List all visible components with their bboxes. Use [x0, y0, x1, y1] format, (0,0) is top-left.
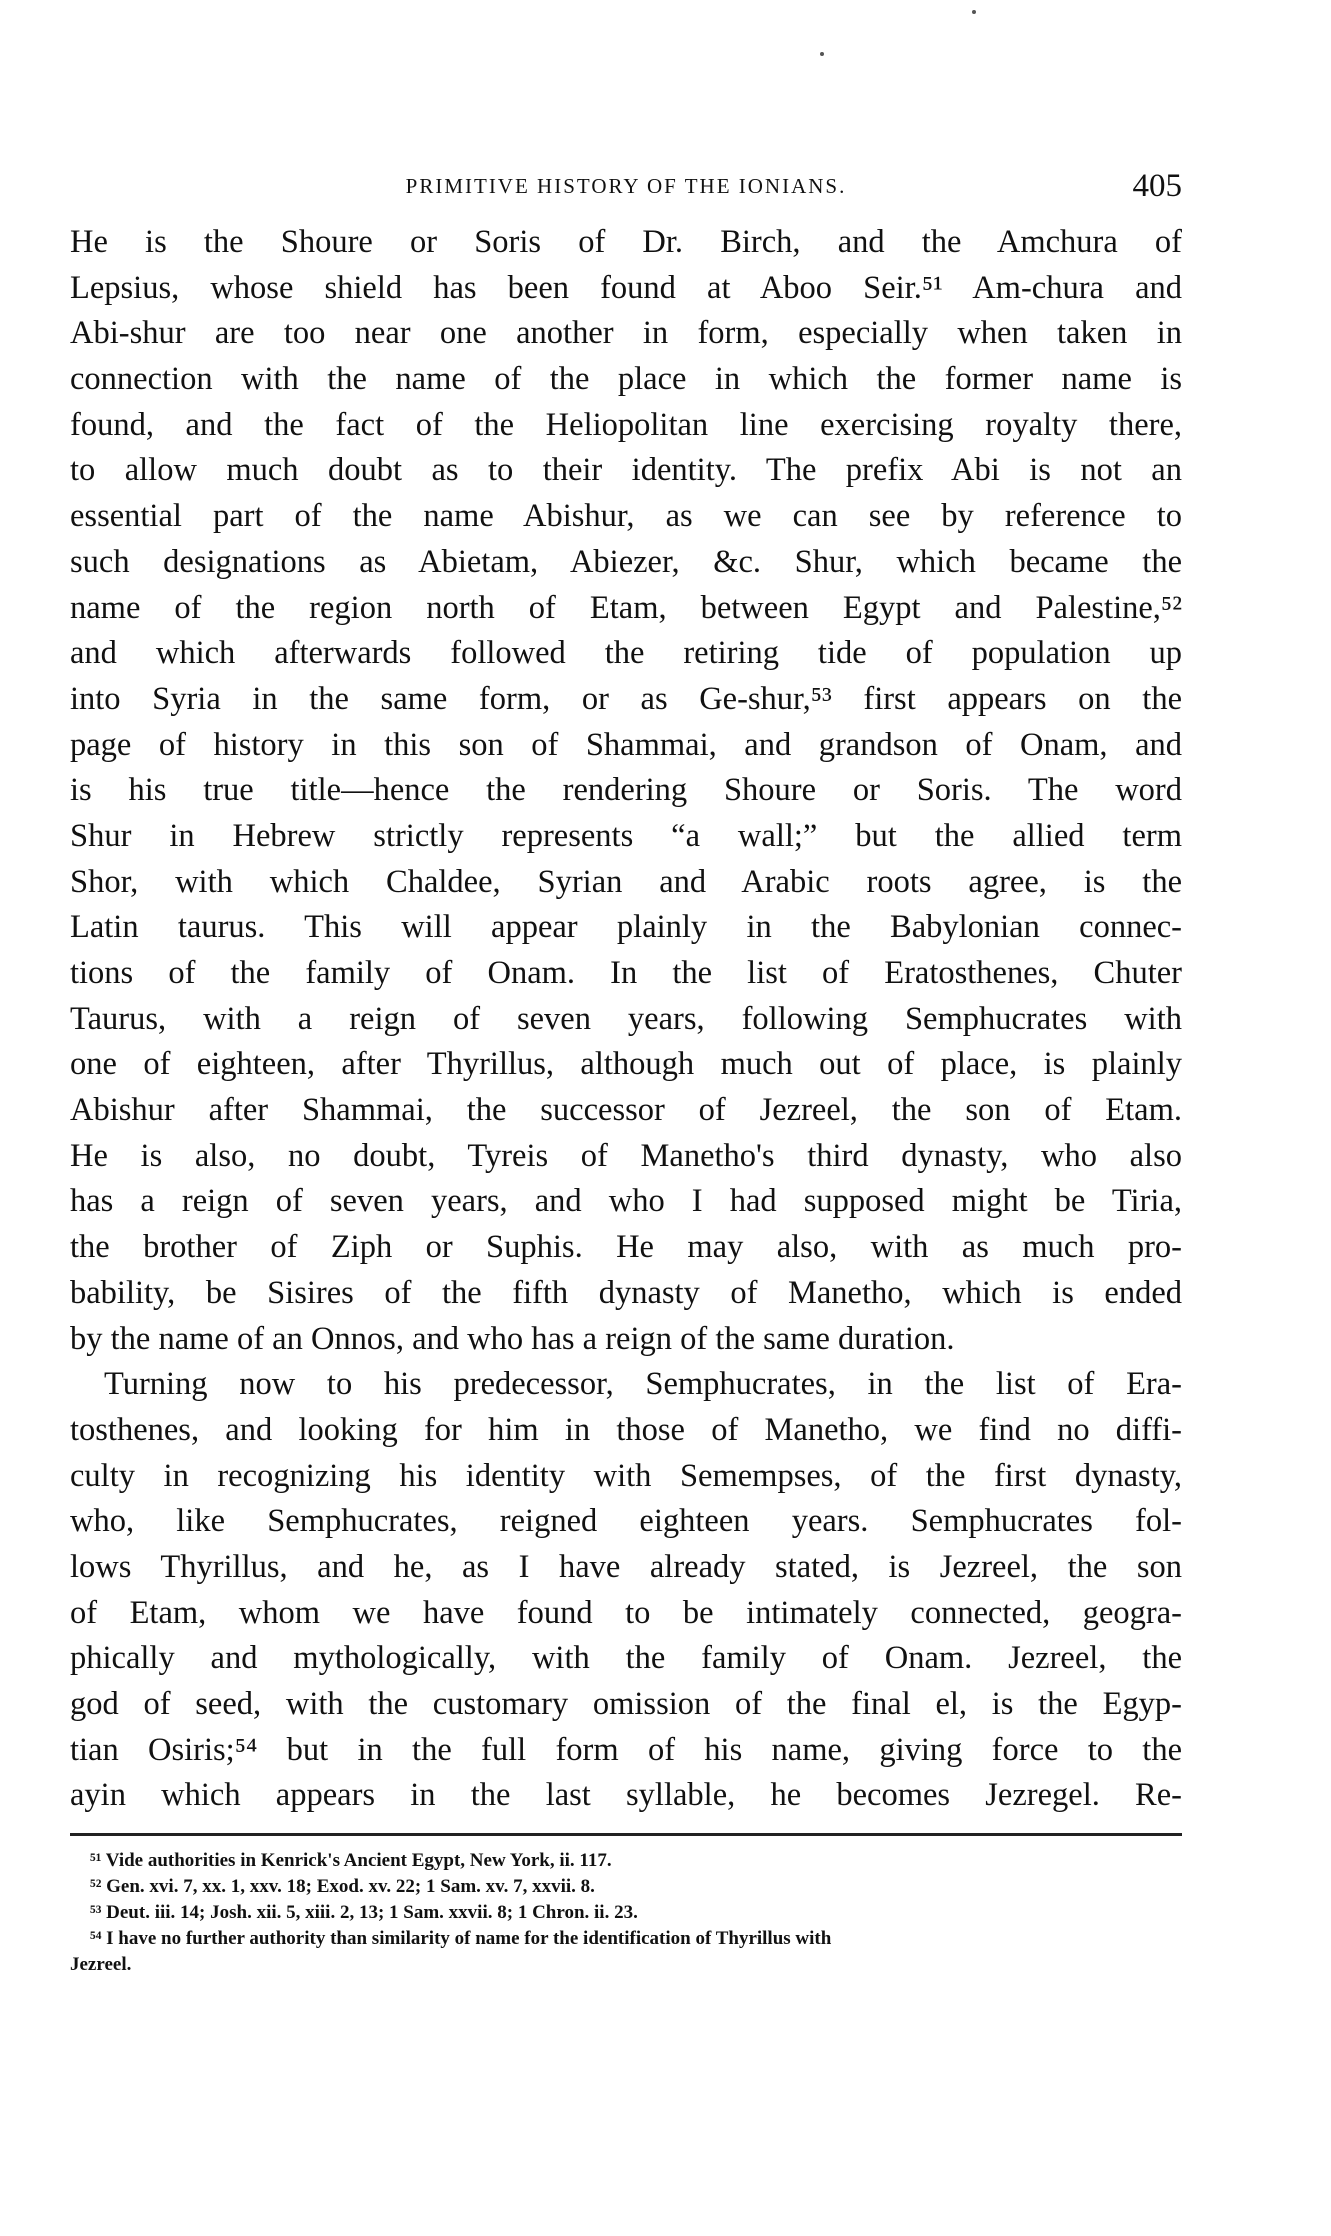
text-line: into Syria in the same form, or as Ge-shur,⁵³ first appears on the [70, 680, 1182, 717]
text-line: lows Thyrillus, and he, as I have already stated, is Jezreel, the son [70, 1548, 1182, 1585]
text-line: to allow much doubt as to their identity. The prefix Abi is not an [70, 452, 1182, 489]
text-line: tian Osiris;⁵⁴ but in the full form of his name, giving force to the [70, 1731, 1182, 1768]
book-page [70, 168, 1182, 1978]
text-line: Taurus, with a reign of seven years, following Semphucrates with [70, 1000, 1182, 1037]
text-line: and which afterwards followed the retiring tide of population up [70, 635, 1182, 672]
text-line: essential part of the name Abishur, as we can see by reference to [70, 498, 1182, 535]
text-line: page of history in this son of Shammai, and grandson of Onam, and [70, 726, 1182, 763]
text-line: god of seed, with the customary omission of the final el, is the Egyp- [70, 1686, 1182, 1722]
text-line: He is also, no doubt, Tyreis of Manetho's third dynasty, who also [70, 1137, 1182, 1174]
text-line: tions of the family of Onam. In the list of Eratosthenes, Chuter [70, 955, 1182, 991]
text-line: Shor, with which Chaldee, Syrian and Arabic roots agree, is the [70, 863, 1182, 900]
text-line: phically and mythologically, with the family of Onam. Jezreel, the [70, 1640, 1182, 1677]
text-line: has a reign of seven years, and who I had supposed might be Tiria, [70, 1183, 1182, 1220]
text-line: by the name of an Onnos, and who has a reign of the same duration. [70, 1320, 955, 1357]
footnote-continuation: Jezreel. [70, 1954, 132, 1976]
text-line: tosthenes, and looking for him in those of Manetho, we find no diffi- [70, 1411, 1182, 1448]
text-line: who, like Semphucrates, reigned eighteen years. Semphucrates fol- [70, 1503, 1182, 1540]
footnote: ⁵⁴ I have no further authority than similarity of name for the identification of Thyrillus with [90, 1928, 832, 1950]
text-line: the brother of Ziph or Suphis. He may also, with as much pro- [70, 1229, 1182, 1266]
text-line: Shur in Hebrew strictly represents “a wall;” but the allied term [70, 817, 1182, 854]
body-text [70, 220, 1182, 1819]
text-line: Turning now to his predecessor, Semphucrates, in the list of Era- [104, 1366, 1182, 1403]
text-line: Abishur after Shammai, the successor of Jezreel, the son of Etam. [70, 1092, 1182, 1129]
text-line: name of the region north of Etam, between Egypt and Palestine,⁵² [70, 589, 1182, 626]
footnote-divider [70, 1833, 1182, 1836]
text-line: is his true title—hence the rendering Shoure or Soris. The word [70, 772, 1182, 809]
text-line: Lepsius, whose shield has been found at Aboo Seir.⁵¹ Am-chura and [70, 269, 1182, 306]
footnotes [70, 1848, 1182, 1978]
text-line: Abi-shur are too near one another in form, especially when taken in [70, 315, 1182, 352]
running-title: PRIMITIVE HISTORY OF THE IONIANS. [405, 174, 847, 198]
text-line: Latin taurus. This will appear plainly in the Babylonian connec- [70, 909, 1182, 946]
text-line: of Etam, whom we have found to be intimately connected, geogra- [70, 1594, 1182, 1631]
print-speck [972, 10, 976, 14]
print-speck [820, 52, 824, 56]
text-line: found, and the fact of the Heliopolitan line exercising royalty there, [70, 406, 1182, 443]
text-line: He is the Shoure or Soris of Dr. Birch, and the Amchura of [70, 224, 1182, 260]
text-line: culty in recognizing his identity with Semempses, of the first dynasty, [70, 1457, 1182, 1494]
footnote: ⁵² Gen. xvi. 7, xx. 1, xxv. 18; Exod. xv. 22; 1 Sam. xv. 7, xxvii. 8. [90, 1876, 595, 1898]
footnote: ⁵¹ Vide authorities in Kenrick's Ancient Egypt, New York, ii. 117. [90, 1850, 612, 1872]
running-head [70, 168, 1182, 208]
text-line: such designations as Abietam, Abiezer, &c. Shur, which became the [70, 543, 1182, 580]
page-number: 405 [1132, 168, 1182, 204]
text-line: ayin which appears in the last syllable, he becomes Jezregel. Re- [70, 1777, 1182, 1814]
text-line: connection with the name of the place in which the former name is [70, 361, 1182, 398]
footnote: ⁵³ Deut. iii. 14; Josh. xii. 5, xiii. 2, 13; 1 Sam. xxvii. 8; 1 Chron. ii. 23. [90, 1902, 638, 1924]
text-line: bability, be Sisires of the fifth dynasty of Manetho, which is ended [70, 1274, 1182, 1311]
text-line: one of eighteen, after Thyrillus, although much out of place, is plainly [70, 1046, 1182, 1083]
